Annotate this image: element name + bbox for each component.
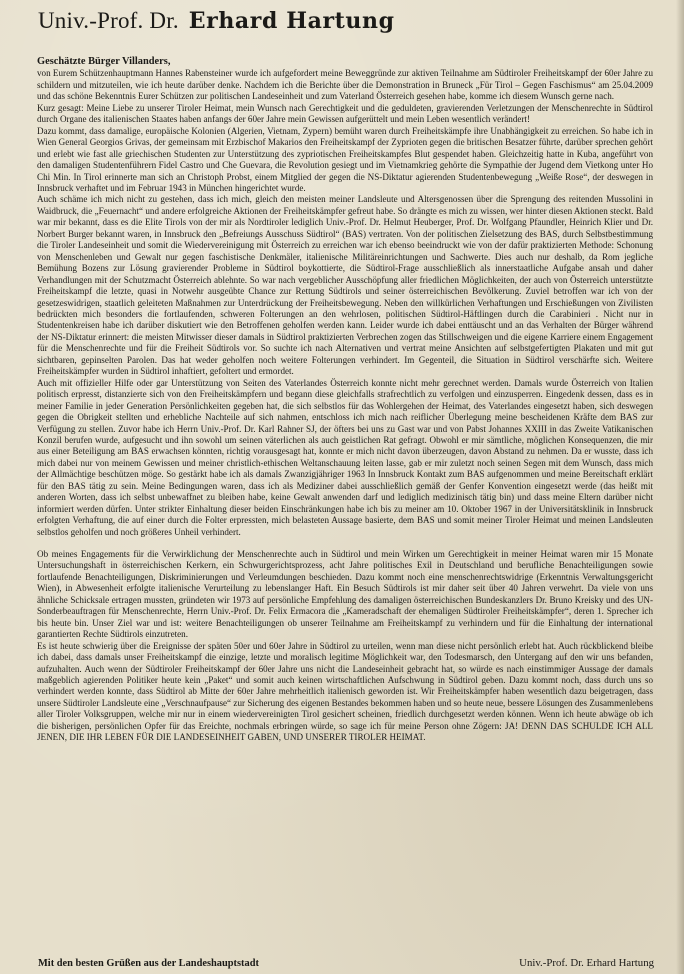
page-edge-shadow — [676, 0, 684, 974]
paragraph: Ob meines Engagements für die Verwirklichung der Menschenrechte auch in Südtirol und mein Wirken um Gerechtigkeit in meiner Heimat waren mir 15 Monate Untersuchungshaft in österreichischen Kerkern, ein Schwurgerichtsprozess, acht Jahre politisches Exil in Deutschland und berufliche Benachteiligungen sowie fortlaufende Benachteiligungen, Diskriminierungen und Verleumdungen beschieden. Dazu kommt noch eine menschenrechtswidrige (Erkenntnis Verwaltungsgericht Wien), in Abwesenheit erfolgte italienische Verurteilung zu lebenslanger Haft. Ein Besuch Südtirols ist mir daher seit über 40 Jahren verwehrt. Da viele von uns ähnliche Schicksale ertragen mussten, gründeten wir 1973 auf persönliche Empfehlung des damaligen österreichischen Bundeskanzlers Dr. Bruno Kreisky und des UN-Sonderbeauftragen für Menschenrechte, Herrn Univ.-Prof. Dr. Felix Ermacora die „Kameradschaft der ehemaligen Südtiroler Freiheitskämpfer“, deren 1. Sprecher ich bis heute bin. Unser Ziel war und ist: weitere Benachteiligungen ob unserer Teilnahme am Freiheitskampf zu verhindern und für die Einhaltung der international garantierten Rechte Südtirols einzutreten. — [37, 549, 653, 640]
letter-header — [38, 8, 664, 46]
author-name-heading: Erhard Hartung — [188, 8, 395, 34]
signature-name: Univ.-Prof. Dr. Erhard Hartung — [519, 957, 654, 969]
paragraph: Auch schäme ich mich nicht zu gestehen, dass ich mich, gleich den meisten meiner Landsleute und Altersgenossen über die Sprengung des reitenden Mussolini in Waidbruck, die „Feuernacht“ und andere erfolgreiche Aktionen der Freiheitskämpfer gefreut habe. So drängte es mich zu wissen, wer hinter diesen Aktionen steckt. Bald war mir bekannt, dass es die Elite Tirols von der mir als Nordtiroler lediglich Univ.-Prof. Dr. Helmut Heuberger, Prof. Dr. Wolfgang Pfaundler, Heinrich Klier und Dr. Norbert Burger bekannt waren, in Innsbruck den „Befreiungs Ausschuss Südtirol“ (BAS) vertraten. Von der politischen Zielsetzung des BAS, durch Selbstbestimmung die Tiroler Landeseinheit und somit die Wiedervereinigung mit Österreich zu erreichen war ich ebenso beeindruckt wie von der dafür praktizierten Methode: Schonung von Menschenleben und Gewalt nur gegen faschistische Denkmäler, italienische Militäreinrichtungen und Sachwerte. Dies auch nur deshalb, da Rom jegliche Bemühung Bozens zur Lösung gravierender Probleme in Südtirol boykottierte, die Südtirol-Frage ausschließlich als innerstaatliche Aufgabe ansah und daher Verhandlungen mit der Schutzmacht Österreich ablehnte. So war nach vergeblicher Ausschöpfung aller friedlichen Möglichkeiten, der auch von Österreich unterstützte Freiheitskampf die letzte, quasi in Notwehr ausgeübte Chance zur Rettung Südtirols und seiner österreichischen Bevölkerung. Zuviel betroffen war ich von der gesetzeswidrigen, staatlich geleiteten Maßnahmen zur Unterdrückung der Freiheitsbewegung. Neben den willkürlichen Verhaftungen und Erschießungen von Zivilisten bedrückten mich besonders die fortlaufenden, schweren Folterungen an den wehrlosen, politischen Südtirol-Häftlingen durch die Carabinieri . Nicht nur in Studentenkreisen habe ich darüber diskutiert wie den Betroffenen geholfen werden kann. Leider wurde ich dabei enttäuscht und an das Verhalten der Bürger während der NS-Diktatur erinnert: die meisten Mitwisser dieser damals in Südtirol praktizierten Verbrechen zogen das Stillschweigen und die eigene Karriere einem Engagement für die Menschenrechte und für die Freiheit Südtirols vor. So suchte ich nach Alternativen und vertrat meine Ansichten auf selbstgefertigten Plakaten und mit gut sichtbaren, gepinselten Parolen. Das hat weder geholfen noch weitere Folterungen verhindert. Im Gegenteil, die Situation in Südtirol verschärfte sich. Weitere Freiheitskämpfer wurden in Südtirol inhaftiert, gefoltert und ermordet. — [37, 194, 653, 377]
closing-greeting: Mit den besten Grüßen aus der Landeshauptstadt — [38, 958, 259, 969]
section-spacer — [37, 538, 653, 549]
salutation: Geschätzte Bürger Villanders, — [37, 56, 171, 67]
paragraph: von Eurem Schützenhauptmann Hannes Rabensteiner wurde ich aufgefordert meine Beweggründe zur aktiven Teilnahme am Südtiroler Freiheitskampf der 60er Jahre zu schildern und mitzuteilen, wie ich heute darüber denke. Nachdem ich die Berichte über die Demonstration in Bruneck „Für Tirol – Gegen Faschismus“ am 25.04.2009 und das schöne Bekenntnis Eurer Schützen zur politischen Landeseinheit und zum Vaterland Österreich gesehen habe, komme ich diesem Wunsch gerne nach. — [37, 68, 653, 102]
paragraph: Auch mit offizieller Hilfe oder gar Unterstützung von Seiten des Vaterlandes Österreich konnte nicht mehr gerechnet werden. Damals wurde Österreich von Italien politisch erpresst, distanzierte sich von den Freiheitskämpfern und begann diese gleichfalls strafrechtlich zu verfolgen und einzusperren. Eingedenk dessen, dass es in meiner Familie in jeder Generation Persönlichkeiten gegeben hat, die sich selbstlos für das Wohlergehen der Heimat, des Vaterlandes eingesetzt haben, sich deswegen gegen die Obrigkeit stellten und erhebliche Nachteile auf sich nahmen, entschloss ich mich nach reiflicher Überlegung meine bescheidenen Kräfte dem BAS zur Verfügung zu stellen. Zuvor habe ich Herrn Univ.-Prof. Dr. Karl Rahner SJ, der öfters bei uns zu Gast war und von Pabst Johannes XXIII in das Zweite Vatikanischen Konzil berufen wurde, aufgesucht und ihn sowohl um seinen väterlichen als auch geistlichen Rat gefragt. Obwohl er mir sämtliche, möglichen Konsequenzen, die mir aus einer Beteiligung am BAS erwachsen könnten, richtig vorausgesagt hat, konnte er mich nicht davon überzeugen, davon Abstand zu nehmen. Da er wusste, dass ich mich dabei nur von meinem Gewissen und meiner christlich-ethischen Weltanschauung leiten lasse, gab er mir zuletzt noch seinen Segen mit dem Wunsch, dass mich der Allmächtige beschützen möge. So gestärkt habe ich als damals Zwanzigjähriger 1963 In Innsbruck Kontakt zum BAS aufgenommen und meine Bereitschaft erklärt für den BAS tätig zu sein. Meine Bedingungen waren, dass ich als Mediziner dabei ausschließlich gemäß der Genfer Konvention eingesetzt werde (das heißt mit anderen Worten, dass ich selbst unbewaffnet zu bleiben habe, keine Gewalt anwenden darf und lediglich medizinisch tätig bin) und dass meine Eltern darüber nicht informiert werden dürfen. Unter strikter Einhaltung dieser beiden Einschränkungen habe ich bis zu meiner am 10. Oktober 1967 in der Universitätsklinik in Innsbruck erfolgten Verhaftung, die auf einer durch die Folter erpressten, mich belasteten Aussage basierte, dem BAS und somit meiner Tiroler Heimat und meinen Landsleuten selbstlos geholfen und noch größeres Unheil verhindert. — [37, 377, 653, 537]
paragraph: Kurz gesagt: Meine Liebe zu unserer Tiroler Heimat, mein Wunsch nach Gerechtigkeit und die geduldeten, gravierenden Verletzungen der Menschenrechte in Südtirol durch Organe des italienischen Staates haben anfangs der 60er Jahre mein Gewissen aufgerüttelt und mein Leben wesentlich verändert! — [37, 102, 653, 125]
paragraph: Es ist heute schwierig über die Ereignisse der späten 50er und 60er Jahre in Südtirol zu urteilen, wenn man diese nicht persönlich erlebt hat. Auch rückblickend bleibe ich dabei, dass damals unser Freiheitskampf die einzige, letzte und moralisch legitime Möglichkeit war, den Todesmarsch, den Untergang auf den wir uns befanden, aufzuhalten. Auch wenn der Südtiroler Freiheitskampf der 60er Jahre uns nicht die Landeseinheit gebracht hat, so würde es nach einstimmiger Aussage der damals maßgeblich agierenden Politiker heute kein „Paket“ und somit auch keinen wirtschaftlichen Aufschwung in Südtirol geben. Dazu kommt noch, dass durch uns so verhindert werden konnte, dass Südtirol ab Mitte der 60er Jahre mehrheitlich italienisch geworden ist. Wir Freiheitskämpfer haben wesentlich dazu beigetragen, dass unsere Südtiroler Landsleute eine „Verschnaufpause“ zur Sicherung des eigenen Bestandes bekommen haben und so heute neue, bessere Lösungen des Zusammenlebens aller Tiroler Volksgruppen, welche mir nur in einem wiedervereinigten Tirol gesichert scheinen, friedlich durchgesetzt werden können. Wenn ich heute abwäge ob ich die bisherigen, persönlichen Opfer für das Ereichte, nochmals erbringen würde, so sage ich für meine Person ohne Zögern: JA! DENN DAS SCHULDE ICH ALL JENEN, DIE IHR LEBEN FÜR DIE LANDESEINHEIT GABEN, UND UNSERER TIROLER HEIMAT. — [37, 640, 653, 743]
author-title-prefix: Univ.-Prof. Dr. — [38, 8, 179, 33]
letter-body — [37, 56, 653, 744]
paragraph: Dazu kommt, dass damalige, europäische Kolonien (Algerien, Vietnam, Zypern) bemüht waren durch Freiheitskämpfe ihre Unabhängigkeit zu erreichen. So habe ich in Wien General Georgios Grivas, der gemeinsam mit Erzbischof Makarios den Freiheitskampf der Zyprioten gegen die britischen Besatzer führte, darüber sprechen gehört und erlebt wie fast alle griechischen Studenten zur Unterstützung des zypriotischen Freiheitskampfes Blut gespendet haben. Gleichzeitig hatte in Kuba, angeführt von den damaligen Studentenführern Fidel Castro und Che Guevara, die Revolution gesiegt und im Vietnamkrieg gehörte die Sympathie der Jugend dem Vietkong unter Ho Chi Min. In Tirol erinnerte man sich an Christoph Probst, einem Mitglied der gegen die NS-Diktatur agierenden Studentenbewegung „Weiße Rose“, der deswegen in Innsbruck verhaftet und im Februar 1943 in München hingerichtet wurde. — [37, 125, 653, 193]
